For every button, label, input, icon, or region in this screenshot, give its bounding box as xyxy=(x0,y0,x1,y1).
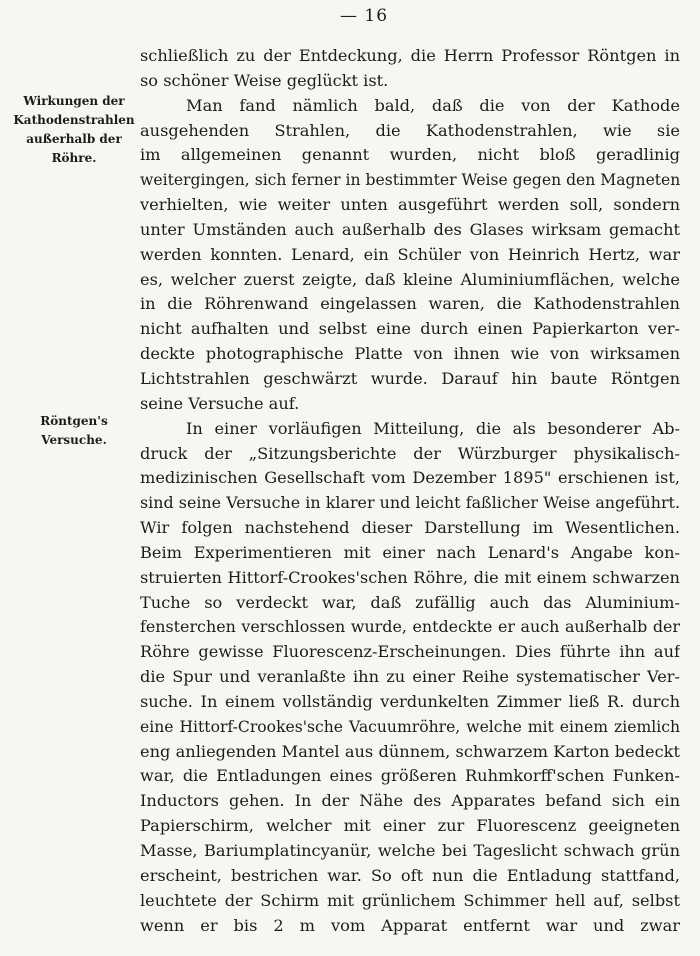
margin-note-line: Wirkungen der xyxy=(23,94,125,108)
text-line: Tuche so verdeckt war, daß zufällig auch das Aluminium- xyxy=(140,592,680,612)
text-line: in die Röhrenwand eingelassen waren, die Kathodenstrahlen xyxy=(140,294,680,314)
text-line: sind seine Versuche in klarer und leicht faßlicher Weise angeführt. xyxy=(140,493,680,513)
text-line: werden konnten. Lenard, ein Schüler von Heinrich Hertz, war xyxy=(140,244,680,264)
text-line: Wir folgen nachstehend dieser Darstellung im Wesentlichen. xyxy=(140,518,680,538)
text-line: In einer vorläufigen Mitteilung, die als besonderer Ab- xyxy=(186,418,680,438)
body-text xyxy=(140,44,680,938)
text-line: im allgemeinen genannt wurden, nicht bloß geradlinig xyxy=(140,145,680,165)
margin-note-line: Röntgen's xyxy=(40,414,108,428)
text-line: unter Umständen auch außerhalb des Glases wirksam gemacht xyxy=(140,219,680,239)
text-line: nicht aufhalten und selbst eine durch einen Papierkarton ver- xyxy=(140,319,680,339)
margin-note-line: Röhre. xyxy=(51,151,97,165)
text-line: Beim Experimentieren mit einer nach Lenard's Angabe kon- xyxy=(140,542,680,562)
text-line: Papierschirm, welcher mit einer zur Fluorescenz geeigneten xyxy=(140,816,680,836)
text-line: so schöner Weise geglückt ist. xyxy=(140,70,389,90)
text-line: Inductors gehen. In der Nähe des Apparates befand sich ein xyxy=(140,791,680,811)
text-line: fensterchen verschlossen wurde, entdeckte er auch außerhalb der xyxy=(140,617,680,637)
text-line: erscheint, bestrichen war. So oft nun die Entladung stattfand, xyxy=(140,865,680,885)
text-line: Röhre gewisse Fluorescenz-Erscheinungen. Dies führte ihn auf xyxy=(140,642,680,662)
text-line: eng anliegenden Mantel aus dünnem, schwarzem Karton bedeckt xyxy=(140,741,680,761)
margin-note-cathode-rays xyxy=(12,92,136,168)
text-line: die Spur und veranlaßte ihn zu einer Reihe systematischer Ver- xyxy=(140,667,680,687)
text-line: war, die Entladungen eines größeren Ruhmkorff'schen Funken- xyxy=(140,766,680,786)
text-line: Masse, Bariumplatincyanür, welche bei Tageslicht schwach grün xyxy=(140,841,680,860)
text-line: schließlich zu der Entdeckung, die Herrn Professor Röntgen in xyxy=(140,46,680,65)
page-number: — 16 xyxy=(340,6,389,26)
text-line: druck der „Sitzungsberichte der Würzburger physikalisch- xyxy=(140,443,680,463)
text-line: wenn er bis 2 m vom Apparat entfernt war und zwar xyxy=(140,915,680,935)
text-line: medizinischen Gesellschaft vom Dezember 1895" erschienen ist, xyxy=(140,468,680,488)
text-line: weitergingen, sich ferner in bestimmter Weise gegen den Magneten xyxy=(140,171,680,190)
text-line: ausgehenden Strahlen, die Kathodenstrahlen, wie sie xyxy=(140,120,680,140)
text-line: Man fand nämlich bald, daß die von der Kathode xyxy=(186,95,680,115)
text-line: verhielten, wie weiter unten ausgeführt werden soll, sondern xyxy=(140,195,680,215)
margin-note-line: Versuche. xyxy=(41,433,107,447)
text-line: Lichtstrahlen geschwärzt wurde. Darauf hin baute Röntgen xyxy=(140,368,680,388)
margin-note-roentgen-experiments xyxy=(12,412,136,450)
text-line: seine Versuche auf. xyxy=(140,393,300,413)
text-line: struierten Hittorf-Crookes'schen Röhre, die mit einem schwarzen xyxy=(140,567,680,587)
text-line: eine Hittorf-Crookes'sche Vacuumröhre, welche mit einem ziemlich xyxy=(140,717,680,736)
text-line: deckte photographische Platte von ihnen wie von wirksamen xyxy=(140,344,680,364)
text-line: leuchtete der Schirm mit grünlichem Schimmer hell auf, selbst xyxy=(140,890,680,910)
margin-note-line: außerhalb der xyxy=(26,132,122,146)
text-line: suche. In einem vollständig verdunkelten Zimmer ließ R. durch xyxy=(140,691,680,711)
text-line: es, welcher zuerst zeigte, daß kleine Aluminiumflächen, welche xyxy=(140,269,680,289)
margin-note-line: Kathodenstrahlen xyxy=(13,113,135,127)
